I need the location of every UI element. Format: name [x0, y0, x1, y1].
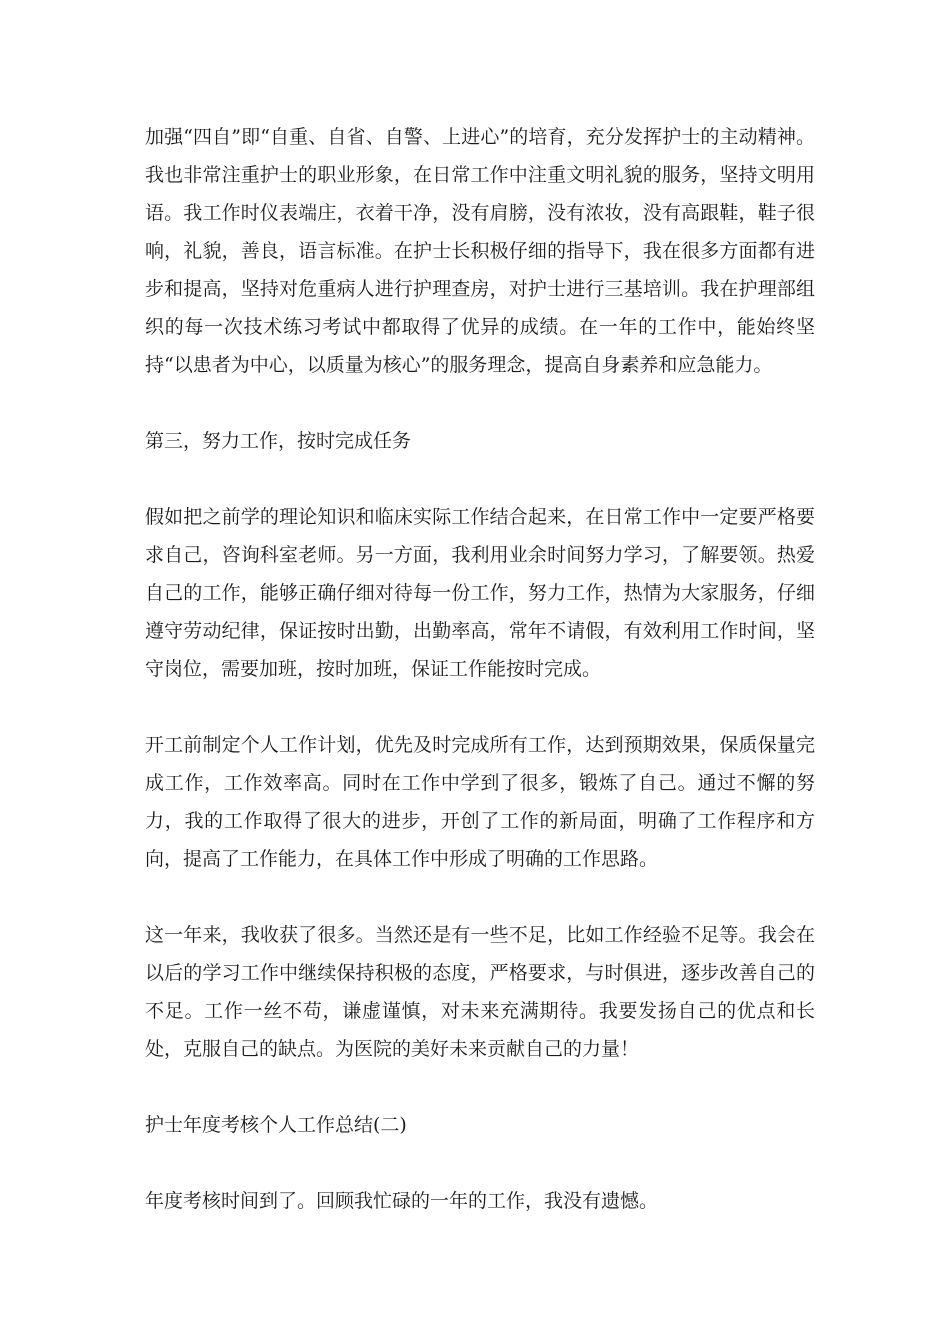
paragraph-year-summary: 这一年来，我收获了很多。当然还是有一些不足，比如工作经验不足等。我会在以后的学习工作中继续保持积极的态度，严格要求，与时俱进，逐步改善自己的不足。工作一丝不苟，谦虚谨慎，对未来充满期待。我要发扬自己的优点和长处，克服自己的缺点。为医院的美好未来贡献自己的力量！ [145, 924, 815, 1060]
section-heading-third: 第三，努力工作，按时完成任务 [145, 430, 412, 452]
paragraph-self-discipline: 加强“四自”即“自重、自省、自警、上进心”的培育，充分发挥护士的主动精神。我也非常注重护士的职业形象，在日常工作中注重文明礼貌的服务，坚持文明用语。我工作时仪表端庄，衣着干净，没有肩膀，没有浓妆，没有高跟鞋，鞋子很响，礼貌，善良，语言标准。在护士长积极仔细的指导下，我在很多方面都有进步和提高，坚持对危重病人进行护理查房，对护士进行三基培训。我在护理部组织的每一次技术练习考试中都取得了优异的成绩。在一年的工作中，能始终坚持“以患者为中心，以质量为核心”的服务理念，提高自身素养和应急能力。 [145, 126, 815, 376]
paragraph-work-attitude: 假如把之前学的理论知识和临床实际工作结合起来，在日常工作中一定要严格要求自己，咨询科室老师。另一方面，我利用业余时间努力学习，了解要领。热爱自己的工作，能够正确仔细对待每一份工作，努力工作，热情为大家服务，仔细遵守劳动纪律，保证按时出勤，出勤率高，常年不请假，有效利用工作时间，坚守岗位，需要加班，按时加班，保证工作能按时完成。 [145, 506, 815, 680]
section-heading-summary-two: 护士年度考核个人工作总结(二) [145, 1114, 407, 1136]
paragraph-work-plan: 开工前制定个人工作计划，优先及时完成所有工作，达到预期效果，保质保量完成工作，工作效率高。同时在工作中学到了很多，锻炼了自己。通过不懈的努力，我的工作取得了很大的进步，开创了工作的新局面，明确了工作程序和方向，提高了工作能力，在具体工作中形成了明确的工作思路。 [145, 734, 815, 870]
paragraph-annual-review: 年度考核时间到了。回顾我忙碌的一年的工作，我没有遗憾。 [145, 1190, 659, 1212]
document-body [145, 118, 815, 1258]
